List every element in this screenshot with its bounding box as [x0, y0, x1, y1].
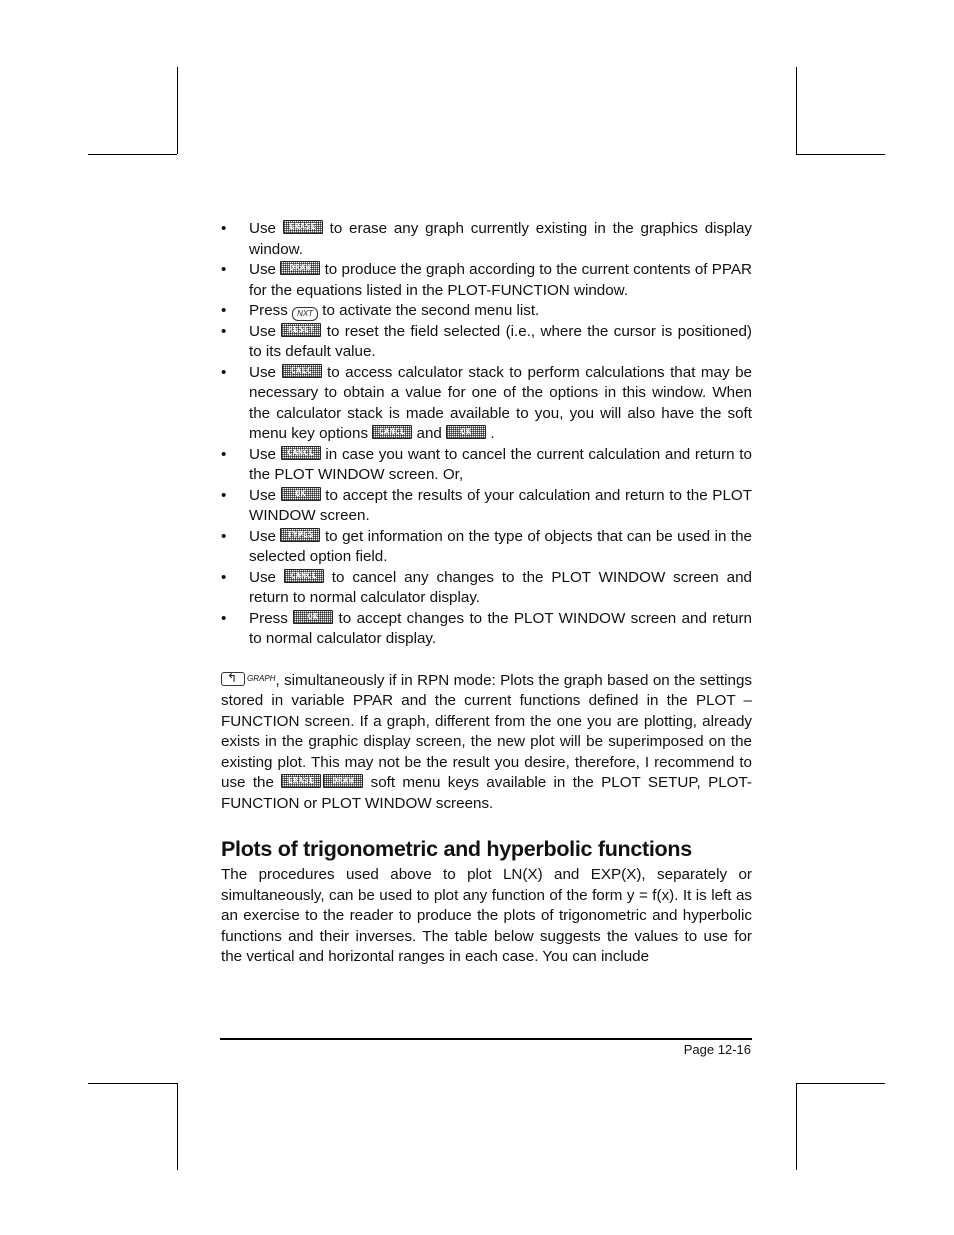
ok-softkey-icon: OK — [293, 610, 333, 624]
page-number: Page 12-16 — [683, 1042, 751, 1057]
types-softkey-icon: TYPES — [280, 528, 320, 542]
bullet-text: to accept changes to the PLOT WINDOW screen and return to normal calculator display. — [249, 609, 752, 647]
list-item — [221, 609, 752, 650]
crop-mark-br-v — [796, 1083, 797, 1170]
bullet-text: in case you want to cancel the current calculation and return to the PLOT WINDOW screen. Or, — [249, 445, 752, 483]
crop-mark-bl-h — [88, 1083, 177, 1084]
bullet-text: Use — [249, 363, 277, 381]
bullet: • — [221, 220, 227, 237]
bullet-text: and — [416, 425, 442, 442]
crop-mark-tl-h — [88, 154, 177, 155]
erase-softkey-icon: ERASE — [281, 774, 321, 788]
bullet-text: to erase any graph currently existing in the graphics display window. — [249, 220, 752, 258]
draw-softkey-icon: DRAW — [280, 261, 320, 275]
list-item — [221, 322, 752, 363]
bullet: • — [221, 261, 227, 278]
crop-mark-br-h — [796, 1083, 885, 1084]
bullet-text: Use — [249, 527, 277, 545]
ok-softkey-icon: OK — [446, 425, 486, 439]
section-heading: Plots of trigonometric and hyperbolic functions — [221, 837, 692, 861]
bullet: • — [221, 609, 227, 627]
cancel-softkey-icon: CANCL — [284, 569, 324, 583]
list-item — [221, 486, 752, 527]
draw-softkey-icon: DRAW — [323, 774, 363, 788]
bullet-text: Use — [249, 445, 277, 463]
list-item — [221, 445, 752, 486]
bullet-text: Use — [249, 220, 277, 237]
left-shift-key-icon: ↰ — [221, 672, 245, 686]
paragraph-text: soft menu keys available in the PLOT SETUP, PLOT-FUNCTION or PLOT WINDOW screens. — [221, 774, 752, 812]
list-item — [221, 219, 752, 260]
bullet-text: to cancel any changes to the PLOT WINDOW screen and return to normal calculator display. — [249, 568, 752, 606]
bullet-text: . — [490, 425, 495, 442]
calc-softkey-icon: CALC — [282, 364, 322, 378]
bullet: • — [221, 302, 227, 319]
erase-softkey-icon: ERASE — [283, 220, 323, 234]
bullet-text: Use — [249, 261, 277, 278]
bullet-text: Use — [249, 568, 277, 586]
bullet: • — [221, 486, 227, 504]
cancel-softkey-icon: CANCL — [372, 425, 412, 439]
graph-paragraph — [221, 669, 752, 815]
crop-mark-tl-v — [177, 67, 178, 154]
bullet-text: to reset the field selected (i.e., where the cursor is positioned) to its default value. — [249, 322, 752, 360]
bullet-text: Press — [249, 609, 288, 627]
bullet: • — [221, 445, 227, 463]
reset-softkey-icon: RESET — [281, 323, 321, 337]
bullet-text: to produce the graph according to the current contents of PPAR for the equations listed in the PLOT-FUNCTION window. — [249, 261, 752, 299]
soft-key-bullet-list — [221, 219, 752, 650]
list-item — [221, 301, 752, 322]
bullet-text: to get information on the type of objects that can be used in the selected option field. — [249, 527, 752, 565]
list-item — [221, 527, 752, 568]
paragraph-text: , simultaneously if in RPN mode: Plots the graph based on the settings stored in variable PPAR and the current functions defined in the PLOT – FUNCTION screen. If a graph, different from the one you are plotting, already exists in the graphic display screen, the new plot will be superimposed on the existing plot. This may not be the result you desire, therefore, I recommend to use the — [221, 671, 752, 791]
graph-key-label: GRAPH — [247, 673, 276, 683]
nxt-key-icon: NXT — [292, 307, 318, 321]
cancel-softkey-icon: CANCL — [281, 446, 321, 460]
section-body: The procedures used above to plot LN(X) and EXP(X), separately or simultaneously, can be used to plot any function of the form y = f(x). It is left as an exercise to the reader to produce the plots of trigonometric and hyperbolic functions and their inverses. The table below suggests the values to use for the vertical and horizontal ranges in each case. You can include — [221, 866, 752, 965]
list-item — [221, 260, 752, 301]
bullet-text: to accept the results of your calculation and return to the PLOT WINDOW screen. — [249, 486, 752, 524]
ok-softkey-icon: OK — [281, 487, 321, 501]
list-item — [221, 568, 752, 609]
bullet: • — [221, 568, 227, 586]
page-content — [221, 219, 752, 968]
list-item — [221, 363, 752, 445]
bullet-text: to access calculator stack to perform calculations that may be necessary to obtain a value for one of the options in this window. When the calculator stack is made available to you, you will also have the soft menu key options — [249, 363, 752, 442]
bullet: • — [221, 527, 227, 545]
crop-mark-tr-h — [796, 154, 885, 155]
bullet-text: Use — [249, 486, 277, 504]
bullet-text: Press — [249, 302, 288, 319]
crop-mark-bl-v — [177, 1083, 178, 1170]
footer-rule — [220, 1038, 752, 1040]
bullet-text: Use — [249, 322, 277, 340]
bullet: • — [221, 322, 227, 340]
bullet: • — [221, 363, 227, 381]
bullet-text: to activate the second menu list. — [322, 302, 540, 319]
crop-mark-tr-v — [796, 67, 797, 154]
